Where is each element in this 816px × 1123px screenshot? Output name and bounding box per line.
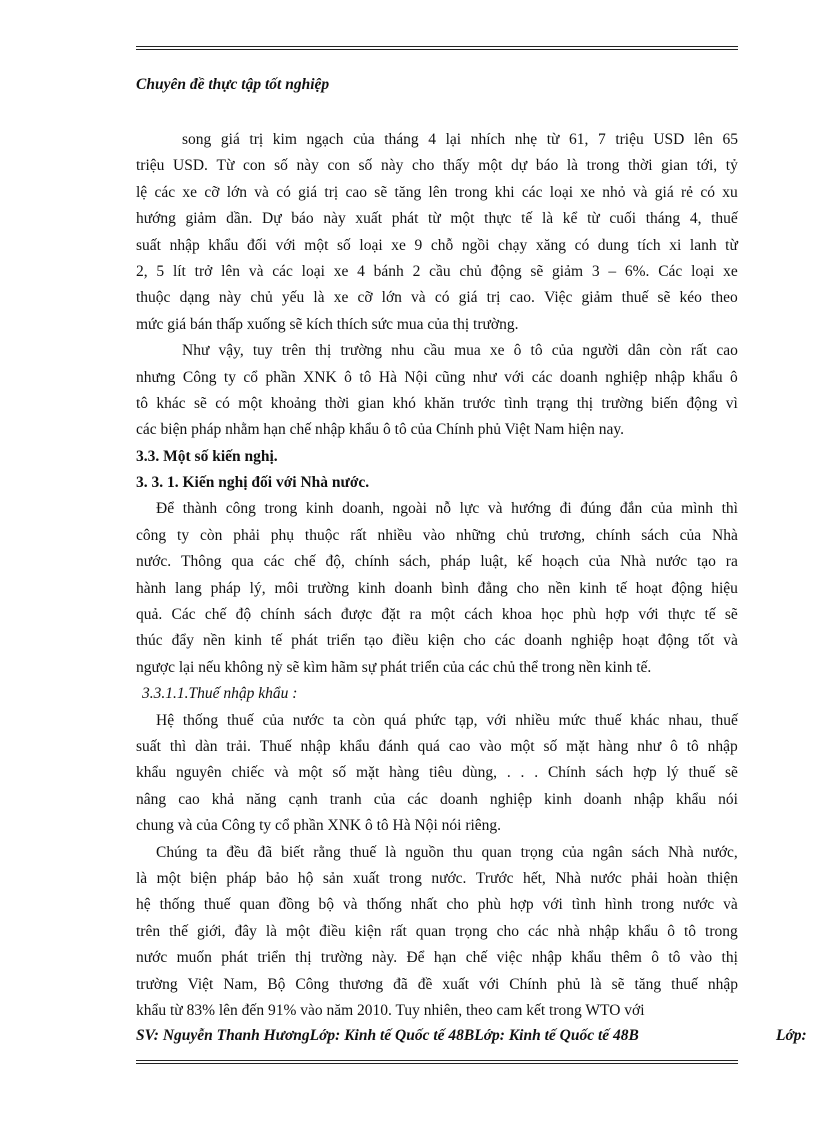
text-line: nhưng Công ty cổ phần XNK ô tô Hà Nội cũng như với các doanh nghiệp nhập khẩu ô [136, 368, 738, 386]
text-line: 3.3.1.1.Thuế nhập khẩu : [142, 685, 298, 703]
text-line: khẩu nguyên chiếc và một số mặt hàng tiêu dùng, . . . Chính sách hợp lý thuế sẽ [136, 764, 738, 782]
text-line: quả. Các chế độ chính sách được đặt ra một cách khoa học phù hợp với thực tế sẽ [136, 606, 738, 624]
text-line: Như vậy, tuy trên thị trường nhu cầu mua xe ô tô của người dân còn rất cao [182, 342, 738, 360]
text-line: triệu USD. Từ con số này con số này cho thấy một dự báo là trong thời gian tới, tỷ [136, 157, 738, 175]
text-line: Để thành công trong kinh doanh, ngoài nỗ lực và hướng đi đúng đắn của mình thì [156, 500, 738, 518]
text-line: thúc đẩy nền kinh tế phát triển tạo điều kiện cho các doanh nghiệp hoạt động tốt và [136, 632, 738, 650]
text-line: song giá trị kim ngạch của tháng 4 lại nhích nhẹ từ 61, 7 triệu USD lên 65 [182, 131, 738, 148]
text-line: trường Việt Nam, Bộ Công thương đã đề xuất với Chính phủ là sẽ tăng thuế nhập [136, 975, 738, 993]
text-line: Hệ thống thuế của nước ta còn quá phức tạp, với nhiều mức thuế khác nhau, thuế [156, 711, 738, 729]
header-rule [136, 46, 738, 50]
text-line: tô khác sẽ có một khoảng thời gian khó khăn trước tình trạng thị trường biến động vì [136, 394, 738, 412]
document-body [136, 127, 738, 1024]
text-line: Chúng ta đều đã biết rằng thuế là nguồn thu quan trọng của ngân sách Nhà nước, [156, 843, 738, 861]
text-line: trên thế giới, đây là một điều kiện rất quan trọng cho các nhà nhập khẩu ô tô trong [136, 922, 738, 940]
text-line: 3. 3. 1. Kiến nghị đối với Nhà nước. [136, 474, 370, 492]
text-line: lệ các xe cỡ lớn và có giá trị cao sẽ tăng lên trong khi các loại xe nhỏ và giá rẻ có xu [136, 183, 738, 201]
header-title: Chuyên đề thực tập tốt nghiệp [136, 76, 330, 93]
text-line: chung và của Công ty cổ phần XNK ô tô Hà Nội nói riêng. [136, 817, 502, 835]
text-line: là một biện pháp bảo hộ sản xuất trong nước. Trước hết, Nhà nước phải hoàn thiện [136, 869, 738, 887]
text-line: các biện pháp nhằm hạn chế nhập khẩu ô tô của Chính phủ Việt Nam hiện nay. [136, 421, 625, 439]
footer-rule [136, 1060, 738, 1064]
text-line: nâng cao khả năng cạnh tranh của các doanh nghiệp kinh doanh nhập khẩu nói [136, 790, 738, 808]
footer-class-label: Lớp: [776, 1027, 807, 1044]
text-line: nước. Thông qua các chế độ, chính sách, pháp luật, kế hoạch của Nhà nước tạo ra [136, 553, 738, 571]
text-line: mức giá bán thấp xuống sẽ kích thích sức mua của thị trường. [136, 315, 519, 333]
text-line: hệ thống thuế quan đồng bộ và thống nhất cho phù hợp với tình hình trong nước và [136, 896, 738, 914]
text-line: công ty còn phải phụ thuộc rất nhiều vào những chủ trương, chính sách của Nhà [136, 526, 738, 544]
text-line: hành lang pháp lý, môi trường kinh doanh bình đẳng cho nền kinh tế hoạt động hiệu [136, 579, 738, 597]
text-line: 3.3. Một số kiến nghị. [136, 447, 278, 465]
text-line: ngược lại nếu không nỳ sẽ kìm hãm sự phát triển của các chủ thể trong nền kinh tế. [136, 658, 652, 676]
footer-student-info: SV: Nguyễn Thanh HươngLớp: Kinh tế Quốc tế 48BLớp: Kinh tế Quốc tế 48B [136, 1027, 639, 1044]
text-line: hướng giảm dần. Dự báo này xuất phát từ một thực tế là kể từ cuối tháng 4, thuế [136, 210, 738, 228]
text-line: suất thì dàn trải. Thuế nhập khẩu đánh quá cao vào một số mặt hàng như ô tô nhập [136, 737, 738, 755]
text-line: thuộc dạng này chủ yếu là xe cỡ lớn và có giá trị cao. Việc giảm thuế sẽ kéo theo [136, 289, 738, 307]
text-line: khẩu từ 83% lên đến 91% vào năm 2010. Tuy nhiên, theo cam kết trong WTO với [136, 1001, 645, 1019]
text-line: nước muốn phát triển thị trường này. Để hạn chế việc nhập khẩu thêm ô tô vào thị [136, 949, 738, 967]
text-line: 2, 5 lít trở lên và các loại xe 4 bánh 2 cầu chủ động sẽ giảm 3 – 6%. Các loại xe [136, 262, 738, 280]
text-line: suất nhập khẩu đối với một số loại xe 9 chỗ ngồi chạy xăng có dung tích xi lanh từ [136, 236, 738, 254]
